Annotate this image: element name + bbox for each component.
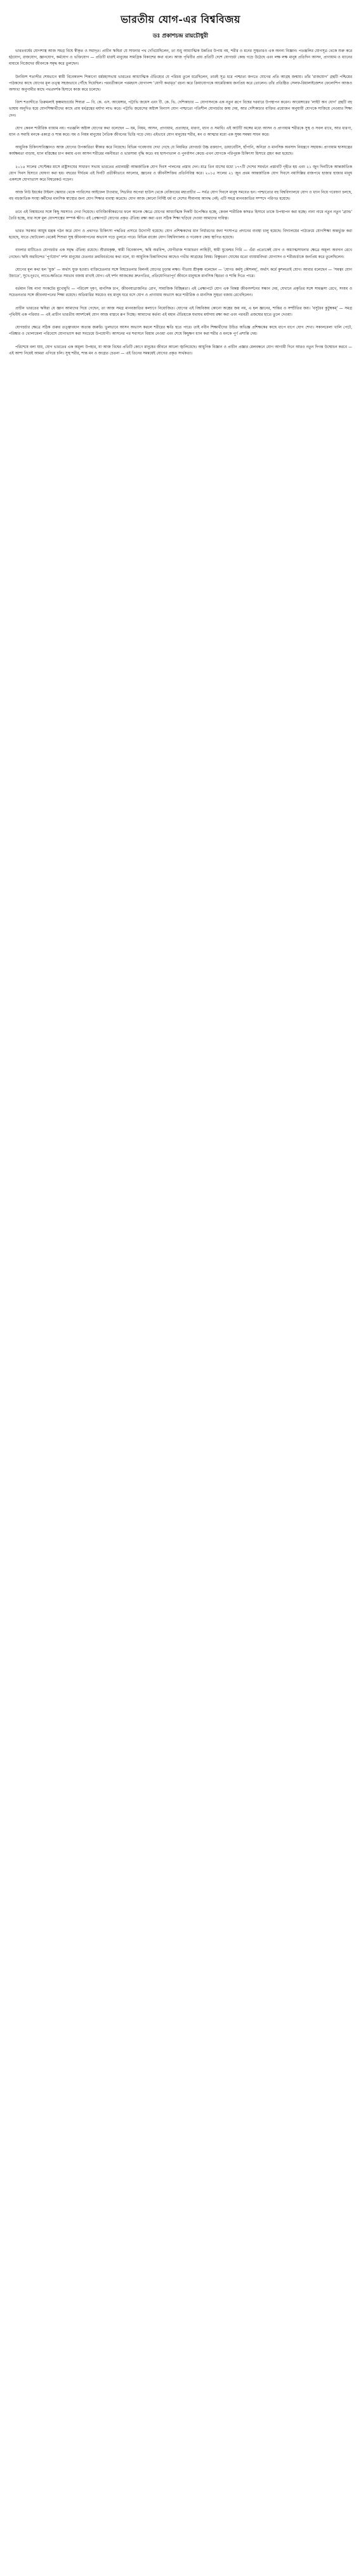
article-header [9, 11, 352, 41]
article-paragraph: ভারত সরকার আয়ুষ মন্ত্রক গঠন করে যোগ ও প্রথাগত চিকিৎসা পদ্ধতির প্রসারে উদ্যোগী হয়েছে। যোগ প্রশিক্ষকদের মান নির্ধারণের জন্য শংসাপত্র প্রদানের ব্যবস্থা চালু হয়েছে। বিদ্যালয়ের পাঠ্যক্রমে যোগশিক্ষা অন্তর্ভুক্ত করা হয়েছে, যাতে ছোটবেলা থেকেই শিশুরা সুস্থ জীবনযাপনের অভ্যাস গড়ে তুলতে পারে। বিভিন্ন রাজ্যে যোগ বিশ্ববিদ্যালয় ও গবেষণা কেন্দ্র স্থাপিত হয়েছে। [9, 229, 352, 240]
article-author: ডঃ প্রকাশচন্দ্র রায়চৌধুরী [152, 33, 209, 39]
article-paragraph: আজ নিউ ইয়র্কের টাইমস স্কোয়ার থেকে প্যারিসের আইফেল টাওয়ার, সিডনির অপেরা হাউস থেকে বেজিংয়ের মহাপ্রাচীর — সর্বত্র যোগ দিবসে মানুষ সমবেত হন। পাশ্চাত্যের বহু বিশ্ববিদ্যালয়ে যোগ ও ধ্যান নিয়ে গবেষণা চলছে, বহু বহুজাতিক সংস্থা কর্মীদের মানসিক স্বাস্থ্যের জন্য যোগ শিক্ষার ব্যবস্থা করেছে। যোগ আজ কোনো নির্দিষ্ট ধর্ম বা দেশের সীমানায় আবদ্ধ নেই; এটি সমগ্র মানবজাতির সম্পদে পরিণত হয়েছে। [9, 190, 352, 202]
article-body [9, 48, 352, 2559]
article-paragraph: বাংলার মাটিতেও যোগচর্চার এক সমৃদ্ধ ঐতিহ্য রয়েছে। শ্রীরামকৃষ্ণ, স্বামী বিবেকানন্দ, ঋষি অরবিন্দ, যোগীরাজ শ্যামাচরণ লাহিড়ী, স্বামী যুক্তেশ্বর গিরি — এঁরা প্রত্যেকেই যোগ ও অধ্যাত্মসাধনার ক্ষেত্রে অমূল্য অবদান রেখে গেছেন। ঋষি অরবিন্দের 'পূর্ণযোগ' দর্শন মানুষের চেতনার ক্রমবিবর্তনের কথা বলে, যা আধুনিক চিন্তাবিদদের কাছেও গভীর আগ্রহের বিষয়। বিষ্ণুচরণ ঘোষের মতো ব্যায়ামবিদরা যোগাসন ও শরীরচর্চাকে জনপ্রিয় করে তুলেছিলেন। [9, 248, 352, 259]
article-paragraph: আধুনিক চিকিৎসাবিজ্ঞানও আজ যোগের উপকারিতা স্বীকার করে নিয়েছে। বিভিন্ন গবেষণায় দেখা গেছে যে নিয়মিত যোগচর্চা উচ্চ রক্তচাপ, ডায়াবেটিস, হাঁপানি, অনিদ্রা ও মানসিক অবসাদ নিয়ন্ত্রণে সহায়ক। প্রাণায়াম শ্বাসযন্ত্রের কার্যক্ষমতা বাড়ায়, ধ্যান মস্তিষ্কের চাপ কমায় এবং আসন শরীরের নমনীয়তা ও ভারসাম্য বৃদ্ধি করে। বহু হাসপাতাল ও পুনর্বাসন কেন্দ্রে এখন যোগকে পরিপূরক চিকিৎসা হিসাবে গ্রহণ করা হয়েছে। [9, 145, 352, 157]
article-paragraph: যোগ কেবল শারীরিক ব্যায়াম নয়। পতঞ্জলি অষ্টাঙ্গ যোগের কথা বলেছেন — যম, নিয়ম, আসন, প্রাণায়াম, প্রত্যাহার, ধারণা, ধ্যান ও সমাধি। এই আটটি অঙ্গের মধ্যে আসন ও প্রাণায়াম শরীরকে সুস্থ ও সবল রাখে, আর ধারণা, ধ্যান ও সমাধি মনকে একাগ্র ও শান্ত করে। যম ও নিয়ম মানুষের নৈতিক জীবনের ভিত্তি গড়ে দেয়। এইভাবে যোগ মানুষের শরীর, মন ও আত্মার মধ্যে এক সুষম সমন্বয় সাধন করে। [9, 126, 352, 138]
article-paragraph: প্রাচীন ভারতের ঋষিরা যে জ্ঞান আমাদের দিয়ে গেছেন, তা আজ সমগ্র মানবজাতির কল্যাণে নিয়োজিত। যোগের এই বিশ্ববিজয় কোনো অস্ত্রের জয় নয়, এ হল জ্ঞানের, শান্তির ও সম্প্রীতির জয়। 'বসুধৈব কুটুম্বকম্' — সমগ্র পৃথিবীই এক পরিবার — এই প্রাচীন ভারতীয় আদর্শকেই যোগ আজ বাস্তবে রূপ দিচ্ছে। আমাদের কর্তব্য এই মহান ঐতিহ্যকে যথাযথ মর্যাদায় রক্ষা করা এবং পরবর্তী প্রজন্মের হাতে তুলে দেওয়া। [9, 306, 352, 317]
article-title: ভারতীয় যোগ-এর বিশ্ববিজয় [121, 13, 240, 25]
article-paragraph: বিংশ শতাব্দীতে তিরুমলাই কৃষ্ণমাচার্যের শিষ্যরা — বি. কে. এস. আয়েঙ্গার, পট্টাভি জয়েস এবং টি. কে. ভি. দেশিকাচার — যোগাসনকে এক নতুন রূপে বিশ্বের দরবারে উপস্থাপন করেন। আয়েঙ্গারের 'লাইট অন যোগ' গ্রন্থটি বহু ভাষায় অনূদিত হয়ে যোগশিক্ষার্থীদের কাছে প্রায় ধর্মগ্রন্থের মর্যাদা লাভ করে। পট্টাভি জয়েসের অষ্টাঙ্গ বিন্যাস যোগ পাশ্চাত্যে গতিশীল যোগচর্চার জন্ম দেয়, আর দেশিকাচার ব্যক্তির প্রয়োজন অনুযায়ী যোগকে সাজিয়ে নেওয়ার শিক্ষা দেন। [9, 100, 352, 118]
article-paragraph: যোগের মূল কথা হল 'যুজ' — অর্থাৎ যুক্ত হওয়া। ব্যক্তিচেতনার সঙ্গে বিশ্বচেতনার মিলনই যোগের চূড়ান্ত লক্ষ্য। গীতায় শ্রীকৃষ্ণ বলেছেন — 'যোগঃ কর্মসু কৌশলম্', অর্থাৎ কর্মে কুশলতাই যোগ। আবার বলেছেন — 'সমত্বং যোগ উচ্যতে', সুখে-দুঃখে, লাভে-ক্ষতিতে সমভাব বজায় রাখাই যোগ। এই দর্শন আজকের দ্রুতগতির, প্রতিযোগিতাপূর্ণ জীবনে মানুষকে মানসিক স্থিরতা ও শান্তি দিতে পারে। [9, 267, 352, 279]
article-paragraph: যোগচর্চার ক্ষেত্রে সঠিক গুরুর তত্ত্বাবধান অত্যন্ত জরুরি। ভুলভাবে আসন অভ্যাস করলে শরীরের ক্ষতি হতে পারে। তাই নবীন শিক্ষার্থীদের উচিত অভিজ্ঞ প্রশিক্ষকের কাছে ধাপে ধাপে যোগ শেখা। সকালবেলা খালি পেটে, পরিষ্কার ও খোলামেলা পরিবেশে যোগাভ্যাস করা সবচেয়ে উপযোগী। আসনের পর শবাসনে বিশ্রাম নেওয়া এবং শেষে কিছুক্ষণ ধ্যান করা শরীর ও মনকে পূর্ণ প্রশান্তি দেয়। [9, 325, 352, 337]
article-paragraph: পরিশেষে বলা যায়, যোগ ভারতের এক অমূল্য উপহার, যা আজ বিশ্বের প্রতিটি কোণে মানুষের জীবনে আলো জ্বালিয়েছে। আধুনিক বিজ্ঞান ও প্রাচীন প্রজ্ঞার মেলবন্ধনে যোগ আগামী দিনে আরও নতুন দিগন্ত উন্মোচন করবে — এই আশা নিয়েই আমরা এগিয়ে চলি। সুস্থ শরীর, শান্ত মন ও জাগ্রত চেতনা — এই তিনের সমন্বয়েই যোগের প্রকৃত সার্থকতা। [9, 344, 352, 356]
article-paragraph: উনবিংশ শতাব্দীর শেষভাগে স্বামী বিবেকানন্দ শিকাগো ধর্মমহাসভায় ভারতের আধ্যাত্মিক ঐতিহ্যের যে পরিচয় তুলে ধরেছিলেন, তারই সূত্র ধরে পাশ্চাত্য জগতে যোগের প্রতি আগ্রহ জন্মায়। তাঁর 'রাজযোগ' গ্রন্থটি পশ্চিমের পাঠকদের কাছে যোগের মূল তত্ত্ব সহজভাবে পৌঁছে দিয়েছিল। পরবর্তীকালে পরমহংস যোগানন্দ 'যোগী কথামৃত' রচনা করে ক্রিয়াযোগকে আমেরিকায় জনপ্রিয় করে তোলেন। তাঁর প্রতিষ্ঠিত সেলফ-রিয়ালাইজেশন ফেলোশিপ আজও অসংখ্য অনুগামীর কাছে পথপ্রদর্শক হিসাবে কাজ করে চলেছে। [9, 74, 352, 93]
article-paragraph: বর্তমান বিশ্ব নানা সংকটের মুখোমুখি — পরিবেশ দূষণ, মানসিক চাপ, জীবনযাত্রাজনিত রোগ, সামাজিক বিচ্ছিন্নতা। এই প্রেক্ষাপটে যোগ এক বিকল্প জীবনদর্শনের সন্ধান দেয়, যেখানে প্রকৃতির সঙ্গে সামঞ্জস্য রেখে, সংযম ও সচেতনতার সঙ্গে জীবনযাপনের শিক্ষা রয়েছে। অতিমারির সময়েও বহু মানুষ ঘরে বসে যোগ ও প্রাণায়াম অভ্যাস করে শারীরিক ও মানসিক সুস্থতা বজায় রেখেছিলেন। [9, 287, 352, 298]
article-paragraph: ২০১৪ সালের সেপ্টেম্বর মাসে রাষ্ট্রসংঘের সাধারণ সভায় ভারতের প্রধানমন্ত্রী আন্তর্জাতিক যোগ দিবস পালনের প্রস্তাব দেন। মাত্র তিন মাসের মধ্যে ১৭৭টি দেশের সমর্থনে প্রস্তাবটি গৃহীত হয় এবং ২১ জুন দিনটিকে আন্তর্জাতিক যোগ দিবস হিসাবে ঘোষণা করা হয়। বছরের দীর্ঘতম এই দিনটি প্রতীকীভাবে আলোর, জ্ঞানের ও জীবনীশক্তির প্রতিনিধিত্ব করে। ২০১৫ সালের ২১ জুন প্রথম আন্তর্জাতিক যোগ দিবসে নয়াদিল্লির রাজপথে হাজার হাজার মানুষ একসঙ্গে যোগাভ্যাস করে বিশ্বরেকর্ড গড়েন। [9, 164, 352, 183]
article-paragraph: তবে এই বিশ্বায়নের সঙ্গে কিছু সমস্যাও দেখা দিয়েছে। বাণিজ্যিকীকরণের ফলে অনেক ক্ষেত্রে যোগের আধ্যাত্মিক দিকটি উপেক্ষিত হচ্ছে, কেবল শারীরিক কসরত হিসাবে তাকে উপস্থাপন করা হচ্ছে। নানা নামে নতুন নতুন 'ব্র্যান্ড' তৈরি হচ্ছে, যার সঙ্গে মূল যোগশাস্ত্রের সম্পর্ক ক্ষীণ। এই প্রেক্ষাপটে যোগের প্রকৃত ঐতিহ্য রক্ষা করা এবং সঠিক শিক্ষা ছড়িয়ে দেওয়া আমাদের দায়িত্ব। [9, 209, 352, 221]
article-paragraph: ভারতবর্ষের যোগশাস্ত্র আজ সমগ্র বিশ্বে স্বীকৃত ও সমাদৃত। প্রাচীন ঋষিরা যে সাধনার পথ দেখিয়েছিলেন, তা শুধু আধ্যাত্মিক উন্নতির উপায় নয়, শরীর ও মনের সুস্থতারও এক অনন্য বিজ্ঞান। পতঞ্জলির যোগসূত্র থেকে শুরু করে হঠযোগ, রাজযোগ, জ্ঞানযোগ, কর্মযোগ ও ভক্তিযোগ — প্রতিটি ধারাই মানুষের সামগ্রিক বিকাশের কথা বলে। আজ পৃথিবীর প্রায় প্রতিটি দেশে যোগচর্চা কেন্দ্র গড়ে উঠেছে এবং লক্ষ লক্ষ মানুষ প্রতিদিন আসন, প্রাণায়াম ও ধ্যানের মাধ্যমে নিজেদের জীবনকে সমৃদ্ধ করে তুলছেন। [9, 49, 352, 67]
